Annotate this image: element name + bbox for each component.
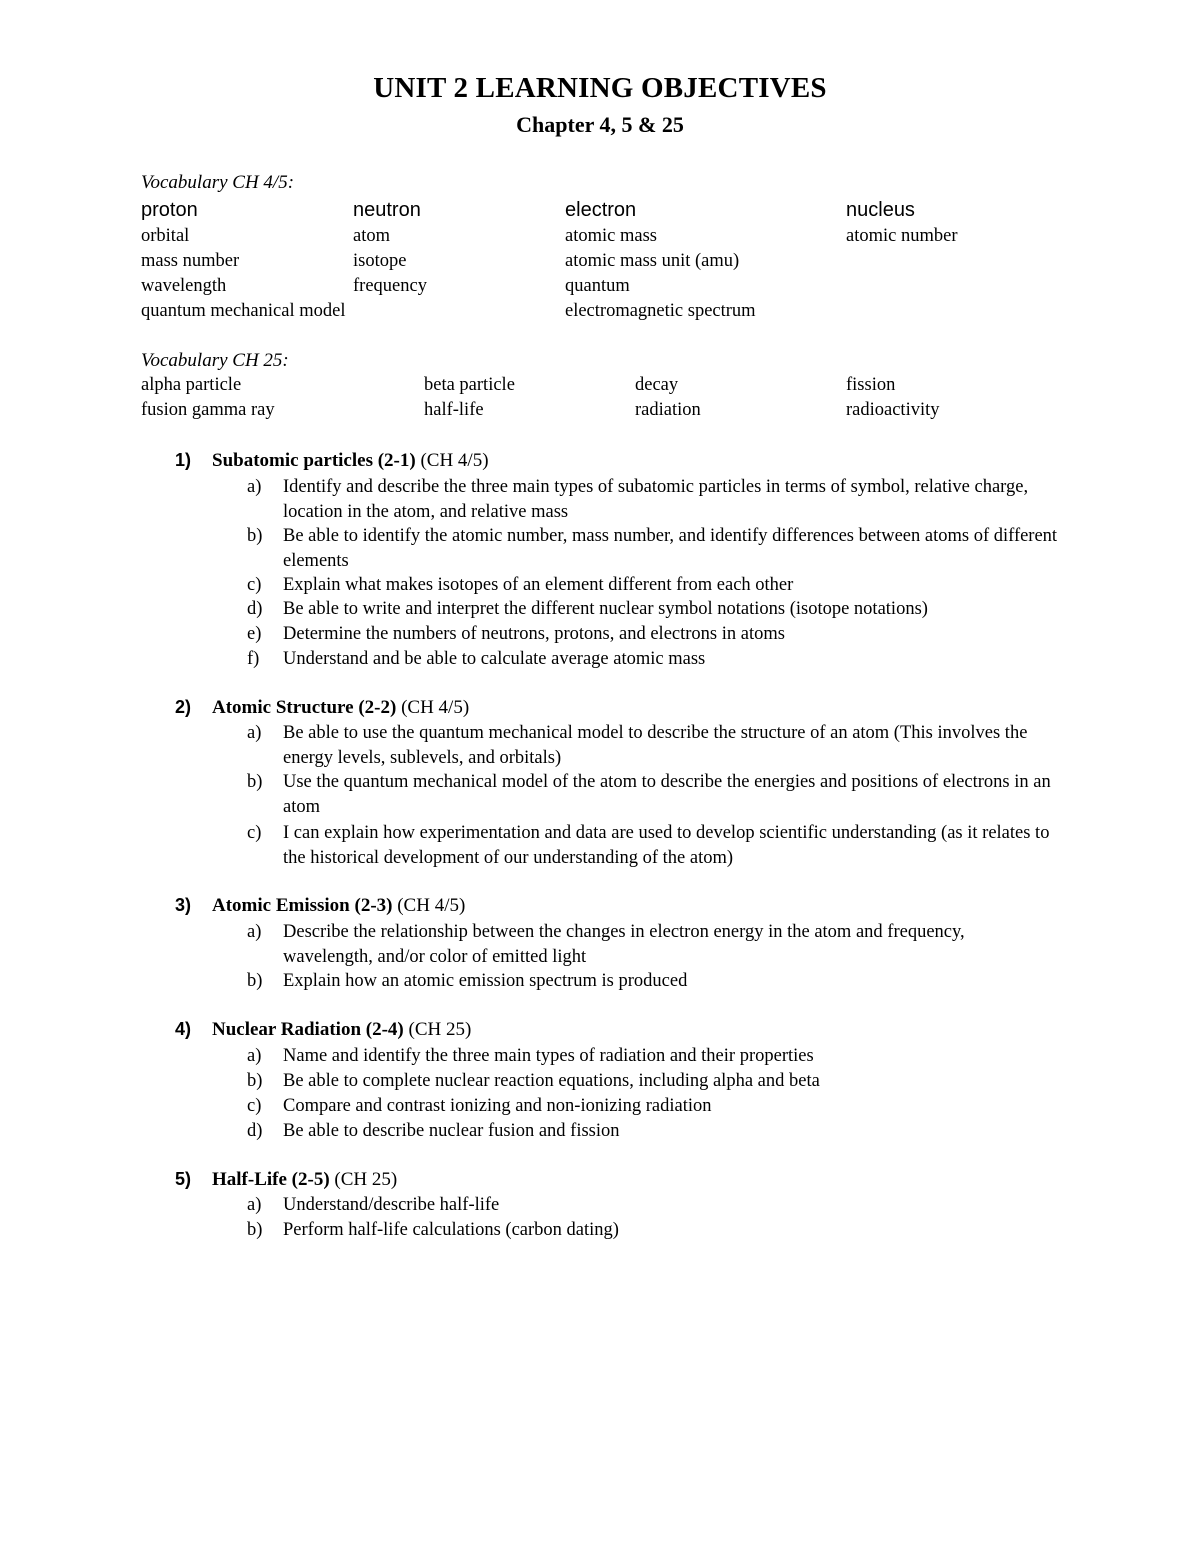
section-chapter: (CH 25): [334, 1169, 398, 1190]
section-chapter: (CH 25): [408, 1019, 472, 1040]
item-letter: b): [247, 772, 263, 792]
vocab-row: [141, 199, 1101, 224]
vocab-term: atomic mass: [565, 226, 657, 246]
vocab-term: neutron: [353, 199, 421, 221]
vocab-row: [141, 375, 1101, 400]
page-subtitle: Chapter 4, 5 & 25: [516, 112, 684, 137]
item-text: Perform half-life calculations (carbon dating): [283, 1220, 619, 1240]
vocab-term: fusion gamma ray: [141, 400, 275, 420]
vocab-term: radiation: [635, 400, 701, 420]
vocab-term: beta particle: [424, 375, 515, 395]
item-text: Determine the numbers of neutrons, protons, and electrons in atoms: [283, 624, 785, 644]
vocab-term: atom: [353, 226, 390, 246]
item-text: Understand/describe half-life: [283, 1195, 500, 1215]
item-letter: a): [247, 922, 262, 942]
section-title: Atomic Structure (2-2): [212, 697, 397, 718]
vocab-term: isotope: [353, 251, 407, 271]
item-text: Be able to write and interpret the different nuclear symbol notations (isotope notations): [283, 599, 928, 619]
item-text: Explain what makes isotopes of an element different from each other: [283, 575, 794, 595]
item-letter: b): [247, 971, 263, 991]
vocab-term: orbital: [141, 226, 190, 246]
section-chapter: (CH 4/5): [401, 697, 470, 718]
vocab-term: mass number: [141, 251, 240, 271]
vocab-term: electromagnetic spectrum: [565, 301, 756, 321]
vocab-row: [141, 226, 1101, 251]
section-number: 4): [175, 1019, 192, 1039]
vocab-row: [141, 400, 1101, 425]
vocab-row: [141, 251, 1101, 276]
section-heading: [212, 1019, 471, 1041]
vocab-row: [141, 276, 1101, 301]
item-text: Compare and contrast ionizing and non-ionizing radiation: [283, 1096, 712, 1116]
item-letter: b): [247, 526, 263, 546]
section-title: Half-Life (2-5): [212, 1169, 330, 1190]
vocab-term: proton: [141, 199, 198, 221]
item-letter: d): [247, 1121, 263, 1141]
item-text: Identify and describe the three main types of subatomic particles in terms of symbol, relative charge, location in the atom, and relative mass: [283, 477, 1029, 522]
section-number: 5): [175, 1169, 192, 1189]
page-title: UNIT 2 LEARNING OBJECTIVES: [373, 72, 827, 104]
item-letter: d): [247, 599, 263, 619]
section-chapter: (CH 4/5): [397, 895, 466, 916]
section-title: Subatomic particles (2-1): [212, 450, 416, 471]
section-title: Nuclear Radiation (2-4): [212, 1019, 404, 1040]
vocab-term: fission: [846, 375, 896, 395]
section-number: 2): [175, 697, 192, 717]
vocab-term: radioactivity: [846, 400, 940, 420]
section-number: 3): [175, 895, 192, 915]
item-letter: b): [247, 1071, 263, 1091]
item-letter: b): [247, 1220, 263, 1240]
vocab-term: atomic number: [846, 226, 958, 246]
item-text: Understand and be able to calculate average atomic mass: [283, 649, 706, 669]
item-letter: a): [247, 1046, 262, 1066]
item-letter: c): [247, 575, 262, 595]
vocab-term: wavelength: [141, 276, 227, 296]
vocab-term: nucleus: [846, 199, 915, 221]
item-text: Use the quantum mechanical model of the atom to describe the energies and positions of electrons in an atom: [283, 772, 1051, 817]
item-letter: a): [247, 723, 262, 743]
section-heading: [212, 895, 465, 917]
item-letter: f): [247, 649, 260, 669]
vocab-row: [141, 301, 1101, 326]
item-letter: c): [247, 1096, 262, 1116]
item-letter: e): [247, 624, 262, 644]
vocab-term: quantum mechanical model: [141, 301, 346, 321]
vocab-term: frequency: [353, 276, 427, 296]
item-text: Name and identify the three main types of radiation and their properties: [283, 1046, 814, 1066]
item-text: Be able to identify the atomic number, mass number, and identify differences between atoms of different elements: [283, 526, 1058, 571]
section-heading: [212, 697, 469, 719]
item-text: Be able to describe nuclear fusion and fission: [283, 1121, 620, 1141]
vocab-term: electron: [565, 199, 637, 221]
item-text: Describe the relationship between the changes in electron energy in the atom and frequency, wavelength, and/or color of emitted light: [283, 922, 965, 967]
vocab-term: atomic mass unit (amu): [565, 251, 740, 271]
item-text: Be able to use the quantum mechanical model to describe the structure of an atom (This involves the energy levels, sublevels, and orbitals): [283, 723, 1028, 768]
item-letter: a): [247, 477, 262, 497]
item-letter: c): [247, 823, 262, 843]
section-heading: [212, 450, 489, 472]
item-text: Be able to complete nuclear reaction equations, including alpha and beta: [283, 1071, 820, 1091]
vocab-term: quantum: [565, 276, 630, 296]
item-letter: a): [247, 1195, 262, 1215]
vocab-term: half-life: [424, 400, 484, 420]
section-number: 1): [175, 450, 192, 470]
section-heading: [212, 1169, 397, 1191]
vocab-term: alpha particle: [141, 375, 242, 395]
vocab-term: decay: [635, 375, 679, 395]
vocab-heading: Vocabulary CH 25:: [141, 350, 289, 371]
section-title: Atomic Emission (2-3): [212, 895, 393, 916]
item-text: I can explain how experimentation and data are used to develop scientific understanding (as it relates to the historical development of our understanding of the atom): [283, 823, 1050, 868]
vocab-heading: Vocabulary CH 4/5:: [141, 172, 295, 193]
item-text: Explain how an atomic emission spectrum is produced: [283, 971, 688, 991]
section-chapter: (CH 4/5): [420, 450, 489, 471]
